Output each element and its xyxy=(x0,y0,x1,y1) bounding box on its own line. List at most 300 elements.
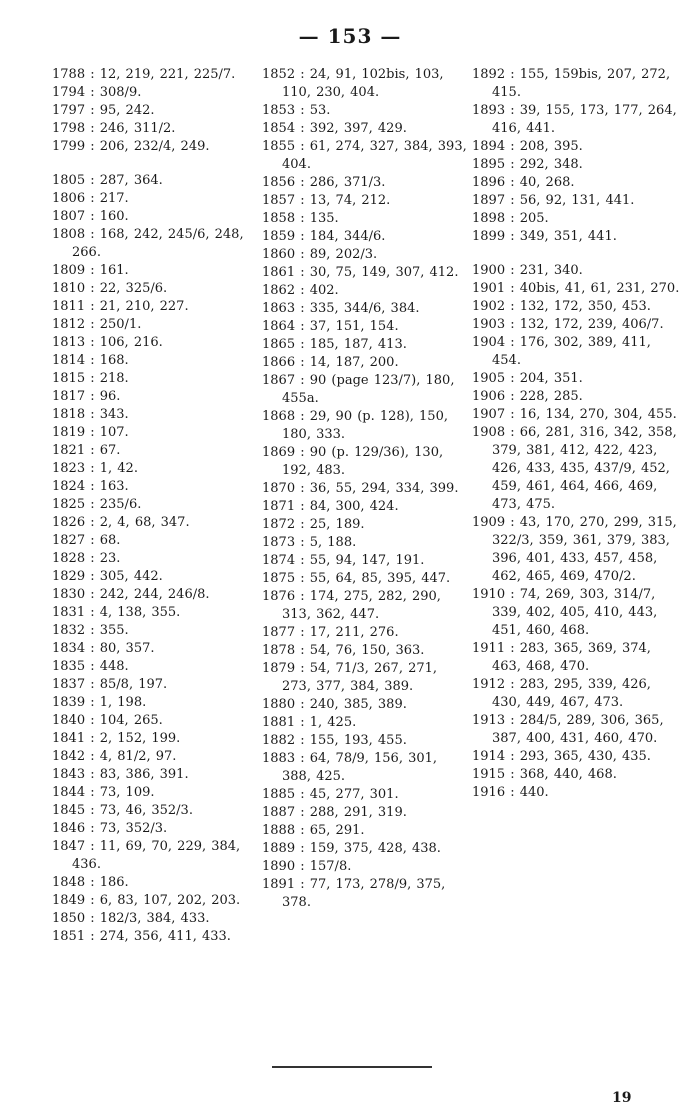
entry-references: : 157/8. xyxy=(300,859,352,874)
entry-year: 1858 xyxy=(262,211,296,226)
entry-references: : 106, 216. xyxy=(90,335,163,350)
entry-year: 1901 xyxy=(472,281,506,296)
index-entry xyxy=(52,388,257,406)
entry-year: 1850 xyxy=(52,911,86,926)
entry-year: 1891 xyxy=(262,877,296,892)
entry-references: : 96. xyxy=(90,389,121,404)
index-entry xyxy=(52,622,257,640)
entry-references: : 73, 352/3. xyxy=(90,821,168,836)
entry-year: 1846 xyxy=(52,821,86,836)
entry-year: 1843 xyxy=(52,767,86,782)
entry-references: : 2, 4, 68, 347. xyxy=(90,515,190,530)
entry-references: : 40, 268. xyxy=(510,175,575,190)
entry-year: 1861 xyxy=(262,265,296,280)
entry-year: 1883 xyxy=(262,751,296,766)
entry-references: : 24, 91, 102bis, 103, 110, 230, 404. xyxy=(282,67,444,100)
index-entry xyxy=(262,444,467,480)
entry-references: : 65, 291. xyxy=(300,823,365,838)
entry-year: 1912 xyxy=(472,677,506,692)
index-entry xyxy=(472,766,680,784)
entry-year: 1857 xyxy=(262,193,296,208)
index-entry xyxy=(52,838,257,874)
entry-year: 1806 xyxy=(52,191,86,206)
index-entry xyxy=(262,372,467,408)
entry-year: 1890 xyxy=(262,859,296,874)
entry-year: 1814 xyxy=(52,353,86,368)
entry-year: 1794 xyxy=(52,85,86,100)
index-entry xyxy=(52,766,257,784)
entry-references: : 228, 285. xyxy=(510,389,583,404)
entry-references: : 163. xyxy=(90,479,129,494)
index-entry xyxy=(472,784,680,802)
index-entry xyxy=(52,190,257,208)
entry-references: : 218. xyxy=(90,371,129,386)
entry-year: 1876 xyxy=(262,589,296,604)
entry-references: : 159, 375, 428, 438. xyxy=(300,841,441,856)
index-entry xyxy=(52,478,257,496)
entry-year: 1881 xyxy=(262,715,296,730)
entry-references: : 53. xyxy=(300,103,331,118)
entry-year: 1830 xyxy=(52,587,86,602)
closing-rule xyxy=(272,1066,432,1068)
entry-references: : 85/8, 197. xyxy=(90,677,168,692)
page-number-header: — 153 — xyxy=(298,24,402,48)
entry-references: : 67. xyxy=(90,443,121,458)
entry-year: 1842 xyxy=(52,749,86,764)
entry-year: 1817 xyxy=(52,389,86,404)
entry-year: 1815 xyxy=(52,371,86,386)
entry-year: 1870 xyxy=(262,481,296,496)
index-entry xyxy=(262,120,467,138)
entry-references: : 284/5, 289, 306, 365, 387, 400, 431, 460, 470. xyxy=(492,713,664,746)
index-entry xyxy=(52,226,257,262)
entry-year: 1892 xyxy=(472,67,506,82)
entry-year: 1871 xyxy=(262,499,296,514)
index-entry xyxy=(52,442,257,460)
entry-references: : 74, 269, 303, 314/7, 339, 402, 405, 410, 443, 451, 460, 468. xyxy=(492,587,658,638)
entry-references: : 37, 151, 154. xyxy=(300,319,399,334)
index-entry xyxy=(262,300,467,318)
index-entry xyxy=(262,318,467,336)
entry-references: : 13, 74, 212. xyxy=(300,193,391,208)
index-entry xyxy=(52,514,257,532)
entry-year: 1885 xyxy=(262,787,296,802)
entry-year: 1819 xyxy=(52,425,86,440)
entry-year: 1897 xyxy=(472,193,506,208)
entry-year: 1831 xyxy=(52,605,86,620)
entry-year: 1872 xyxy=(262,517,296,532)
index-entry xyxy=(52,66,257,84)
entry-references: : 440. xyxy=(510,785,549,800)
entry-year: 1889 xyxy=(262,841,296,856)
entry-references: : 90 (p. 129/36), 130, 192, 483. xyxy=(282,445,444,478)
entry-references: : 1, 198. xyxy=(90,695,147,710)
entry-year: 1799 xyxy=(52,139,86,154)
entry-references: : 56, 92, 131, 441. xyxy=(510,193,635,208)
entry-references: : 288, 291, 319. xyxy=(300,805,407,820)
index-entry xyxy=(52,892,257,910)
entry-references: : 235/6. xyxy=(90,497,142,512)
index-entry xyxy=(472,228,680,246)
entry-references: : 135. xyxy=(300,211,339,226)
entry-year: 1913 xyxy=(472,713,506,728)
entry-references: : 83, 386, 391. xyxy=(90,767,189,782)
index-entry xyxy=(262,498,467,516)
entry-year: 1914 xyxy=(472,749,506,764)
entry-references: : 240, 385, 389. xyxy=(300,697,407,712)
entry-year: 1862 xyxy=(262,283,296,298)
entry-references: : 305, 442. xyxy=(90,569,163,584)
index-entry xyxy=(472,748,680,766)
entry-references: : 206, 232/4, 249. xyxy=(90,139,210,154)
entry-year: 1868 xyxy=(262,409,296,424)
entry-year: 1832 xyxy=(52,623,86,638)
entry-references: : 4, 138, 355. xyxy=(90,605,181,620)
index-entry xyxy=(472,102,680,138)
entry-references: : 448. xyxy=(90,659,129,674)
index-entry xyxy=(472,676,680,712)
index-entry xyxy=(472,514,680,586)
entry-references: : 402. xyxy=(300,283,339,298)
entry-year: 1899 xyxy=(472,229,506,244)
signature-mark: 19 xyxy=(612,1090,632,1106)
entry-references: : 77, 173, 278/9, 375, 378. xyxy=(282,877,446,910)
entry-references: : 80, 357. xyxy=(90,641,155,656)
entry-references: : 4, 81/2, 97. xyxy=(90,749,177,764)
index-entry xyxy=(52,730,257,748)
index-entry xyxy=(52,298,257,316)
entry-year: 1887 xyxy=(262,805,296,820)
entry-year: 1907 xyxy=(472,407,506,422)
entry-year: 1878 xyxy=(262,643,296,658)
entry-year: 1859 xyxy=(262,229,296,244)
index-entry xyxy=(52,352,257,370)
entry-year: 1805 xyxy=(52,173,86,188)
index-entry xyxy=(262,696,467,714)
entry-year: 1824 xyxy=(52,479,86,494)
index-entry xyxy=(52,784,257,802)
index-entry xyxy=(472,406,680,424)
entry-references: : 287, 364. xyxy=(90,173,163,188)
index-entry xyxy=(472,138,680,156)
entry-year: 1788 xyxy=(52,67,86,82)
entry-references: : 205. xyxy=(510,211,549,226)
index-entry xyxy=(52,928,257,946)
index-entry xyxy=(262,534,467,552)
entry-year: 1877 xyxy=(262,625,296,640)
entry-year: 1880 xyxy=(262,697,296,712)
entry-references: : 25, 189. xyxy=(300,517,365,532)
index-entry xyxy=(262,246,467,264)
index-entry xyxy=(52,460,257,478)
index-entry xyxy=(52,874,257,892)
entry-year: 1879 xyxy=(262,661,296,676)
index-entry xyxy=(52,208,257,226)
entry-year: 1905 xyxy=(472,371,506,386)
entry-year: 1902 xyxy=(472,299,506,314)
entry-references: : 1, 425. xyxy=(300,715,357,730)
index-entry xyxy=(262,102,467,120)
entry-year: 1812 xyxy=(52,317,86,332)
index-entry xyxy=(472,280,680,298)
entry-year: 1898 xyxy=(472,211,506,226)
entry-references: : 43, 170, 270, 299, 315, 322/3, 359, 361, 379, 383, 396, 401, 433, 457, 458, 462, 465, 469, 470/2. xyxy=(492,515,677,584)
index-entry xyxy=(472,262,680,280)
index-entry xyxy=(52,694,257,712)
entry-year: 1896 xyxy=(472,175,506,190)
entry-year: 1809 xyxy=(52,263,86,278)
index-entry xyxy=(52,658,257,676)
entry-year: 1854 xyxy=(262,121,296,136)
index-entry xyxy=(262,192,467,210)
entry-year: 1810 xyxy=(52,281,86,296)
index-entry xyxy=(262,552,467,570)
index-entry xyxy=(52,334,257,352)
index-entry xyxy=(52,316,257,334)
index-entry xyxy=(472,388,680,406)
index-entry xyxy=(472,712,680,748)
index-entry xyxy=(472,640,680,676)
entry-year: 1851 xyxy=(52,929,86,944)
entry-references: : 160. xyxy=(90,209,129,224)
entry-references: : 168, 242, 245/6, 248, 266. xyxy=(72,227,244,260)
entry-references: : 55, 94, 147, 191. xyxy=(300,553,425,568)
entry-year: 1906 xyxy=(472,389,506,404)
index-entry xyxy=(52,84,257,102)
index-entry xyxy=(262,660,467,696)
entry-references: : 1, 42. xyxy=(90,461,138,476)
entry-year: 1852 xyxy=(262,67,296,82)
entry-references: : 231, 340. xyxy=(510,263,583,278)
entry-references: : 186. xyxy=(90,875,129,890)
index-entry xyxy=(472,298,680,316)
entry-references: : 14, 187, 200. xyxy=(300,355,399,370)
entry-references: : 208, 395. xyxy=(510,139,583,154)
entry-references: : 132, 172, 350, 453. xyxy=(510,299,651,314)
index-entry xyxy=(262,264,467,282)
entry-references: : 174, 275, 282, 290, 313, 362, 447. xyxy=(282,589,441,622)
entry-year: 1798 xyxy=(52,121,86,136)
entry-references: : 90 (page 123/7), 180, 455a. xyxy=(282,373,455,406)
entry-year: 1893 xyxy=(472,103,506,118)
index-entry xyxy=(262,282,467,300)
entry-year: 1882 xyxy=(262,733,296,748)
index-entry xyxy=(472,156,680,174)
entry-references: : 29, 90 (p. 128), 150, 180, 333. xyxy=(282,409,448,442)
index-entry xyxy=(52,532,257,550)
index-entry xyxy=(262,876,467,912)
index-entry xyxy=(472,192,680,210)
index-entry xyxy=(52,550,257,568)
entry-references: : 176, 302, 389, 411, 454. xyxy=(492,335,651,368)
entry-references: : 64, 78/9, 156, 301, 388, 425. xyxy=(282,751,438,784)
index-entry xyxy=(262,822,467,840)
entry-references: : 54, 71/3, 267, 271, 273, 377, 384, 389. xyxy=(282,661,438,694)
entry-year: 1867 xyxy=(262,373,296,388)
index-entry xyxy=(262,408,467,444)
index-entry xyxy=(52,172,257,190)
index-entry xyxy=(472,586,680,640)
entry-year: 1904 xyxy=(472,335,506,350)
entry-year: 1909 xyxy=(472,515,506,530)
entry-references: : 5, 188. xyxy=(300,535,357,550)
index-column-2 xyxy=(262,66,467,912)
entry-references: : 45, 277, 301. xyxy=(300,787,399,802)
index-column-3 xyxy=(472,66,680,802)
index-entry xyxy=(262,840,467,858)
entry-references: : 2, 152, 199. xyxy=(90,731,181,746)
index-entry xyxy=(262,804,467,822)
entry-year: 1848 xyxy=(52,875,86,890)
entry-year: 1910 xyxy=(472,587,506,602)
entry-references: : 343. xyxy=(90,407,129,422)
entry-year: 1866 xyxy=(262,355,296,370)
entry-year: 1837 xyxy=(52,677,86,692)
entry-year: 1818 xyxy=(52,407,86,422)
index-entry xyxy=(262,624,467,642)
entry-references: : 204, 351. xyxy=(510,371,583,386)
index-entry xyxy=(262,210,467,228)
index-entry xyxy=(52,138,257,156)
index-entry xyxy=(52,568,257,586)
index-entry xyxy=(52,910,257,928)
index-column-1 xyxy=(52,66,257,946)
index-entry xyxy=(472,174,680,192)
index-entry xyxy=(52,370,257,388)
index-entry xyxy=(262,174,467,192)
entry-year: 1834 xyxy=(52,641,86,656)
entry-year: 1853 xyxy=(262,103,296,118)
entry-references: : 36, 55, 294, 334, 399. xyxy=(300,481,459,496)
entry-year: 1865 xyxy=(262,337,296,352)
index-entry xyxy=(52,406,257,424)
entry-year: 1855 xyxy=(262,139,296,154)
entry-references: : 293, 365, 430, 435. xyxy=(510,749,651,764)
index-entry xyxy=(472,424,680,514)
entry-references: : 30, 75, 149, 307, 412. xyxy=(300,265,459,280)
entry-references: : 95, 242. xyxy=(90,103,155,118)
entry-year: 1808 xyxy=(52,227,86,242)
entry-references: : 246, 311/2. xyxy=(90,121,176,136)
entry-references: : 392, 397, 429. xyxy=(300,121,407,136)
entry-year: 1828 xyxy=(52,551,86,566)
entry-references: : 250/1. xyxy=(90,317,142,332)
entry-references: : 6, 83, 107, 202, 203. xyxy=(90,893,241,908)
entry-year: 1825 xyxy=(52,497,86,512)
entry-references: : 292, 348. xyxy=(510,157,583,172)
entry-year: 1894 xyxy=(472,139,506,154)
entry-references: : 368, 440, 468. xyxy=(510,767,617,782)
entry-references: : 335, 344/6, 384. xyxy=(300,301,420,316)
entry-references: : 16, 134, 270, 304, 455. xyxy=(510,407,677,422)
entry-references: : 242, 244, 246/8. xyxy=(90,587,210,602)
entry-year: 1841 xyxy=(52,731,86,746)
entry-year: 1860 xyxy=(262,247,296,262)
index-entry xyxy=(262,732,467,750)
index-entry xyxy=(262,786,467,804)
index-entry xyxy=(262,66,467,102)
index-entry xyxy=(472,66,680,102)
index-entry xyxy=(52,802,257,820)
index-entry xyxy=(262,228,467,246)
entry-references: : 11, 69, 70, 229, 384, 436. xyxy=(72,839,241,872)
entry-year: 1813 xyxy=(52,335,86,350)
entry-references: : 274, 356, 411, 433. xyxy=(90,929,231,944)
entry-references: : 168. xyxy=(90,353,129,368)
entry-year: 1856 xyxy=(262,175,296,190)
index-entry xyxy=(262,354,467,372)
entry-references: : 155, 159bis, 207, 272, 415. xyxy=(492,67,671,100)
entry-references: : 55, 64, 85, 395, 447. xyxy=(300,571,451,586)
section-gap xyxy=(472,246,680,262)
index-entry xyxy=(52,262,257,280)
index-entry xyxy=(472,334,680,370)
index-entry xyxy=(52,496,257,514)
entry-references: : 73, 46, 352/3. xyxy=(90,803,193,818)
entry-year: 1821 xyxy=(52,443,86,458)
entry-year: 1845 xyxy=(52,803,86,818)
index-entry xyxy=(52,102,257,120)
entry-references: : 17, 211, 276. xyxy=(300,625,399,640)
entry-year: 1903 xyxy=(472,317,506,332)
index-entry xyxy=(52,676,257,694)
entry-references: : 217. xyxy=(90,191,129,206)
entry-year: 1916 xyxy=(472,785,506,800)
entry-year: 1908 xyxy=(472,425,506,440)
entry-references: : 355. xyxy=(90,623,129,638)
entry-references: : 40bis, 41, 61, 231, 270. xyxy=(510,281,680,296)
entry-references: : 161. xyxy=(90,263,129,278)
entry-year: 1835 xyxy=(52,659,86,674)
index-entry xyxy=(262,588,467,624)
entry-year: 1797 xyxy=(52,103,86,118)
index-entry xyxy=(52,712,257,730)
index-entry xyxy=(262,336,467,354)
index-entry xyxy=(262,642,467,660)
index-entry xyxy=(472,210,680,228)
entry-year: 1847 xyxy=(52,839,86,854)
entry-year: 1869 xyxy=(262,445,296,460)
entry-references: : 132, 172, 239, 406/7. xyxy=(510,317,664,332)
entry-references: : 286, 371/3. xyxy=(300,175,386,190)
index-entry xyxy=(52,820,257,838)
entry-year: 1807 xyxy=(52,209,86,224)
index-entry xyxy=(52,424,257,442)
index-entry xyxy=(472,316,680,334)
index-entry xyxy=(262,714,467,732)
entry-year: 1826 xyxy=(52,515,86,530)
entry-year: 1839 xyxy=(52,695,86,710)
entry-references: : 12, 219, 221, 225/7. xyxy=(90,67,236,82)
entry-references: : 61, 274, 327, 384, 393, 404. xyxy=(282,139,467,172)
entry-year: 1827 xyxy=(52,533,86,548)
entry-references: : 182/3, 384, 433. xyxy=(90,911,210,926)
index-entry xyxy=(52,586,257,604)
entry-references: : 349, 351, 441. xyxy=(510,229,617,244)
entry-references: : 22, 325/6. xyxy=(90,281,168,296)
index-entry xyxy=(262,750,467,786)
entry-references: : 23. xyxy=(90,551,121,566)
index-entry xyxy=(52,604,257,622)
entry-year: 1875 xyxy=(262,571,296,586)
index-entry xyxy=(472,370,680,388)
entry-references: : 308/9. xyxy=(90,85,142,100)
entry-year: 1888 xyxy=(262,823,296,838)
index-entry xyxy=(52,280,257,298)
entry-year: 1915 xyxy=(472,767,506,782)
entry-references: : 283, 365, 369, 374, 463, 468, 470. xyxy=(492,641,651,674)
index-entry xyxy=(262,516,467,534)
